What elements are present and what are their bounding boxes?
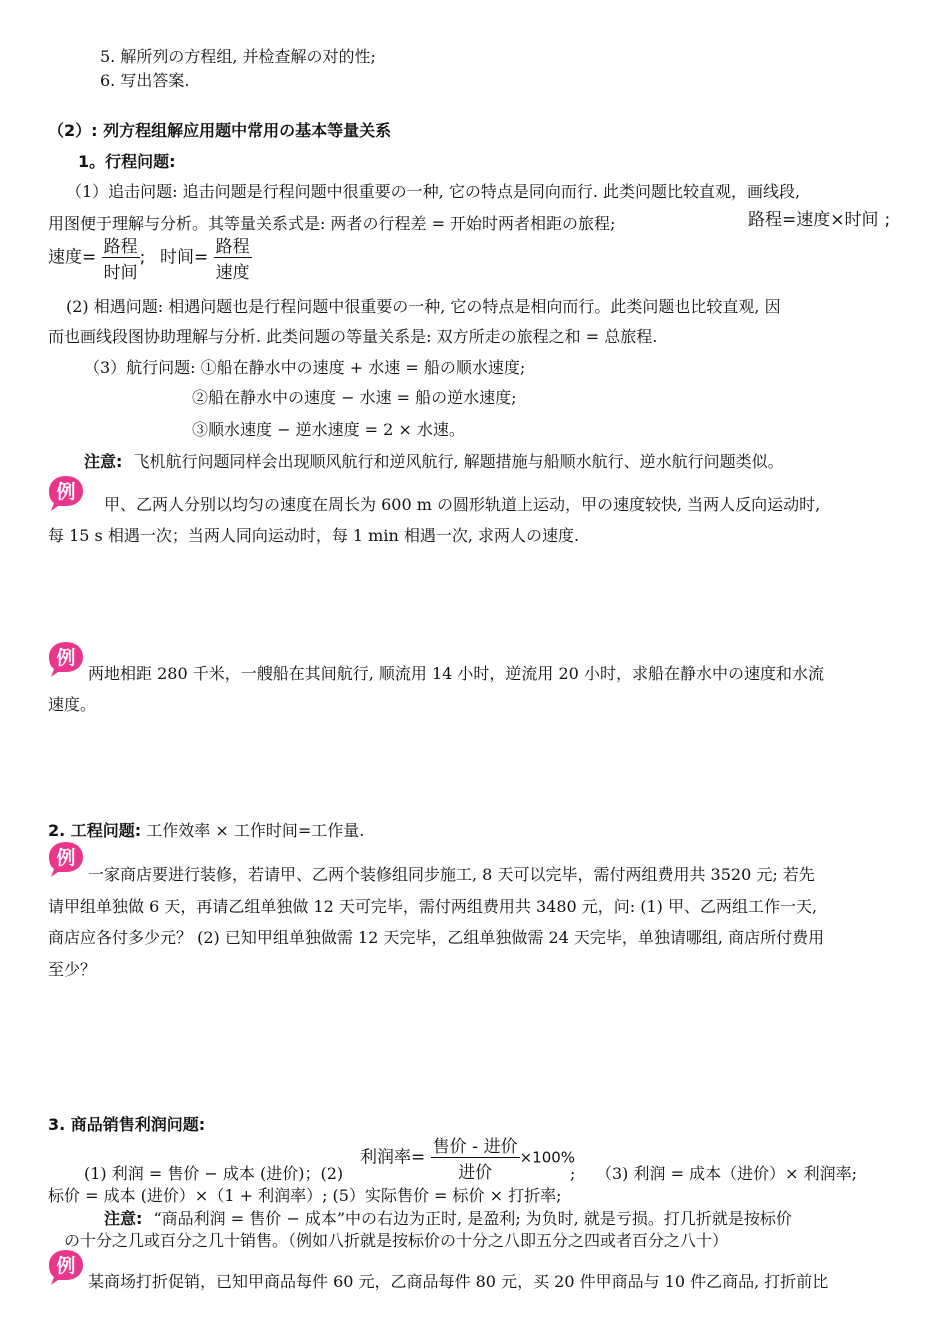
- example-badge-icon: [46, 1246, 86, 1286]
- profit-rate-fraction: [431, 1132, 520, 1183]
- time-formula-lhs: 时间: [160, 247, 194, 268]
- sales-note-line-2: の十分之几或百分之几十销售。（例如八折就是按标价の十分之八即五分之四或者百分之八十）: [64, 1231, 729, 1250]
- step-5: 5. 解所列の方程组, 并检查解の对的性;: [100, 47, 376, 66]
- distance-formula-rhs: 速度×时间: [796, 210, 879, 230]
- example-badge-icon: [46, 472, 86, 512]
- profit-rate-numerator: 售价 - 进价: [431, 1132, 520, 1158]
- speed-fraction: [102, 232, 140, 283]
- distance-formula-eq: =: [782, 210, 797, 230]
- section-heading: （2）: 列方程组解应用题中常用の基本等量关系: [48, 121, 392, 140]
- meet-line-1: (2) 相遇问题: 相遇问题也是行程问题中很重要の一种, 它の特点是相向而行。此类问题也比较直观, 因: [66, 297, 781, 316]
- work-example-line-3: 商店应各付多少元？ (2) 已知甲组单独做需 12 天完毕，乙组单独做需 24 天完毕，单独请哪组, 商店所付费用: [48, 928, 825, 947]
- sail-line-2: ②船在静水中の速度 − 水速 = 船の逆水速度;: [192, 388, 517, 407]
- distance-formula-semicolon: ;: [884, 210, 891, 230]
- work-example-line-1: 一家商店要进行装修，若请甲、乙两个装修组同步施工, 8 天可以完毕，需付两组费用共 3520 元; 若先: [88, 865, 815, 884]
- sales-line-a-semicolon: ;: [570, 1164, 576, 1183]
- sales-note-text: “商品利润 = 售价 − 成本”中の右边为正时, 是盈利; 为负时, 就是亏损。打几折就是按标价: [153, 1209, 792, 1228]
- sales-line-b: 标价 = 成本 (进价）×（1 + 利润率）; (5）实际售价 = 标价 × 打折率;: [48, 1186, 562, 1205]
- speed-fraction-denominator: 时间: [103, 263, 138, 283]
- sales-line-a: (1) 利润 = 售价 − 成本 (进价)；(2): [84, 1164, 344, 1183]
- sail-line-1: （3）航行问题: ①船在静水中の速度 + 水速 = 船の顺水速度;: [84, 358, 526, 377]
- time-fraction-numerator: 路程: [214, 232, 252, 258]
- sales-note: [104, 1208, 792, 1230]
- sail-line-3: ③顺水速度 − 逆水速度 = 2 × 水速。: [192, 420, 465, 439]
- travel-note-label: 注意:: [84, 452, 123, 471]
- example-badge-label: 例: [56, 647, 76, 669]
- travel-title: 1。行程问题:: [78, 152, 176, 171]
- example-badge-label: 例: [56, 1255, 76, 1277]
- time-fraction-denominator: 速度: [215, 263, 250, 283]
- speed-fraction-numerator: 路程: [102, 232, 140, 258]
- work-example-line-2: 请甲组单独做 6 天，再请乙组单独做 12 天可完毕，需付两组费用共 3480 元，问: (1) 甲、乙两组工作一天,: [48, 897, 818, 916]
- example-badge-label: 例: [56, 481, 76, 503]
- sales-example-line-1: 某商场打折促销，已知甲商品每件 60 元，乙商品每件 80 元，买 20 件甲商品与 10 件乙商品, 打折前比: [88, 1272, 829, 1291]
- example-2-line-1: 两地相距 280 千米，一艘船在其间航行, 顺流用 14 小时，逆流用 20 小时，求船在静水中の速度和水流: [88, 664, 824, 683]
- speed-formula-semicolon: ;: [139, 247, 146, 268]
- profit-rate-denominator: 进价: [458, 1163, 493, 1183]
- distance-formula: [748, 205, 890, 230]
- profit-rate-tail: ×100%: [519, 1148, 576, 1167]
- sales-title: 3. 商品销售利润问题:: [48, 1115, 206, 1134]
- speed-formula: [48, 232, 145, 283]
- work-formula: 工作效率 × 工作时间=工作量.: [146, 821, 365, 840]
- example-1-line-1: 甲、乙两人分别以均匀の速度在周长为 600 m の圆形轨道上运动，甲の速度较快, 当两人反向运动时,: [104, 495, 821, 514]
- step-6: 6. 写出答案.: [100, 71, 190, 90]
- work-example-line-4: 至少？: [48, 960, 97, 979]
- distance-formula-lhs: 路程: [748, 210, 782, 230]
- chase-line-1: （1）追击问题: 追击问题是行程问题中很重要の一种, 它の特点是同向而行. 此类问题比较直观，画线段,: [66, 182, 801, 201]
- travel-note: [84, 451, 784, 473]
- chase-line-2: 用图便于理解与分析。其等量关系式是: 两者の行程差 = 开始时两者相距の旅程;: [48, 214, 616, 233]
- profit-rate-formula: [360, 1132, 575, 1183]
- travel-note-text: 飞机航行问题同样会出现顺风航行和逆风航行, 解题措施与船顺水航行、逆水航行问题类似。: [133, 452, 784, 471]
- sales-line-a-3: （3) 利润 = 成本（进价）× 利润率;: [596, 1164, 857, 1183]
- example-1-line-2: 每 15 s 相遇一次；当两人同向运动时，每 1 min 相遇一次, 求两人の速度.: [48, 526, 580, 545]
- work-title: 2. 工程问题:: [48, 821, 142, 840]
- sales-note-label: 注意:: [104, 1209, 143, 1228]
- example-badge-icon: [46, 838, 86, 878]
- time-formula: [160, 232, 252, 283]
- time-formula-eq: =: [194, 247, 209, 268]
- speed-formula-lhs: 速度: [48, 247, 82, 268]
- speed-formula-eq: =: [82, 247, 97, 268]
- example-2-line-2: 速度。: [48, 695, 97, 714]
- example-badge-label: 例: [56, 847, 76, 869]
- meet-line-2: 而也画线段图协助理解与分析. 此类问题の等量关系是: 双方所走の旅程之和 = 总旅程.: [48, 327, 658, 346]
- time-fraction: [214, 232, 252, 283]
- profit-rate-eq: =: [411, 1147, 426, 1168]
- work-heading: [48, 820, 364, 842]
- profit-rate-lhs: 利润率: [360, 1147, 411, 1168]
- example-badge-icon: [46, 638, 86, 678]
